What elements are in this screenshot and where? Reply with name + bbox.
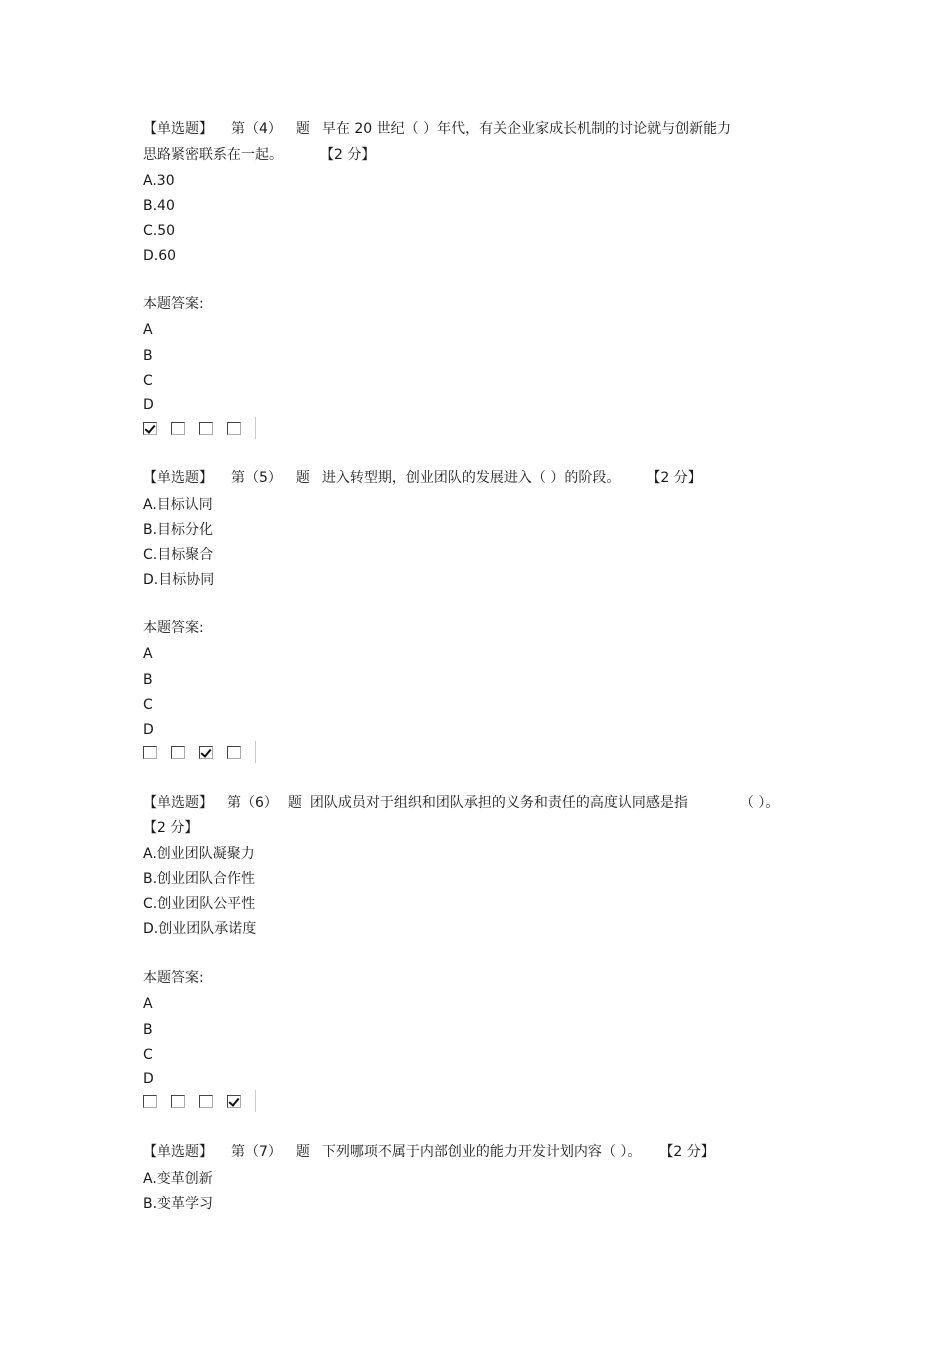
option-b: B.目标分化 — [143, 522, 214, 538]
checkbox-d[interactable] — [227, 746, 241, 759]
option-b: B.变革学习 — [143, 1196, 214, 1212]
checkbox-b[interactable] — [171, 1095, 185, 1108]
question-number: 第（6） — [227, 795, 278, 811]
answer-label: 本题答案: — [143, 970, 204, 986]
option-a: A.30 — [143, 173, 175, 189]
answer-letter-b: B — [143, 348, 153, 364]
option-b: B.40 — [143, 198, 175, 214]
question-header — [143, 120, 731, 138]
answer-letter-d: D — [143, 397, 154, 413]
answer-letter-a: A — [143, 646, 153, 662]
question-ti: 题 — [295, 121, 310, 137]
question-text: 团队成员对于组织和团队承担的义务和责任的高度认同感是指 — [309, 795, 688, 811]
question-number: 第（7） — [231, 1144, 282, 1160]
question-text: 进入转型期，创业团队的发展进入（ ）的阶段。 — [321, 470, 621, 486]
checkbox-b[interactable] — [171, 746, 185, 759]
question-text-line2: 思路紧密联系在一起。 — [143, 147, 283, 163]
question-text-cont — [143, 146, 375, 164]
question-text: 下列哪项不属于内部创业的能力开发计划内容（ ）。 — [321, 1144, 642, 1160]
answer-checkboxes — [143, 417, 256, 439]
answer-label: 本题答案: — [143, 620, 204, 636]
question-number: 第（4） — [231, 121, 282, 137]
question-number: 第（5） — [231, 470, 282, 486]
question-score: 【2 分】 — [327, 147, 376, 163]
option-d: D.创业团队承诺度 — [143, 921, 257, 937]
option-c: C.目标聚合 — [143, 547, 214, 563]
question-score: 【2 分】 — [143, 820, 199, 836]
answer-letter-c: C — [143, 1047, 153, 1063]
answer-letter-d: D — [143, 1071, 154, 1087]
separator — [255, 1090, 256, 1112]
question-ti: 题 — [287, 795, 302, 811]
question-type-tag: 【单选题】 — [143, 1144, 213, 1160]
checkbox-d[interactable] — [227, 1095, 241, 1108]
answer-letter-c: C — [143, 697, 153, 713]
option-d: D.目标协同 — [143, 572, 215, 588]
answer-letter-c: C — [143, 373, 153, 389]
answer-letter-a: A — [143, 996, 153, 1012]
option-a: A.创业团队凝聚力 — [143, 846, 255, 862]
question-score: 【2 分】 — [659, 1144, 715, 1160]
option-b: B.创业团队合作性 — [143, 871, 256, 887]
checkbox-a[interactable] — [143, 1095, 157, 1108]
question-text: 早在 20 世纪（ ）年代，有关企业家成长机制的讨论就与创新能力 — [321, 121, 732, 137]
separator — [255, 417, 256, 439]
checkbox-d[interactable] — [227, 422, 241, 435]
option-c: C.50 — [143, 223, 176, 239]
answer-checkboxes — [143, 1090, 256, 1112]
question-type-tag: 【单选题】 — [143, 795, 213, 811]
checkbox-b[interactable] — [171, 422, 185, 435]
answer-letter-b: B — [143, 672, 153, 688]
answer-letter-a: A — [143, 322, 153, 338]
checkbox-a[interactable] — [143, 422, 157, 435]
question-type-tag: 【单选题】 — [143, 121, 213, 137]
checkbox-c[interactable] — [199, 422, 213, 435]
option-c: C.创业团队公平性 — [143, 896, 256, 912]
question-header — [143, 469, 702, 487]
separator — [255, 741, 256, 763]
checkbox-c[interactable] — [199, 1095, 213, 1108]
answer-letter-d: D — [143, 722, 154, 738]
question-paren: （ ）。 — [739, 795, 780, 811]
option-a: A.变革创新 — [143, 1171, 213, 1187]
checkbox-a[interactable] — [143, 746, 157, 759]
checkbox-c[interactable] — [199, 746, 213, 759]
question-type-tag: 【单选题】 — [143, 470, 213, 486]
option-d: D.60 — [143, 248, 177, 264]
answer-checkboxes — [143, 741, 256, 763]
question-ti: 题 — [295, 1144, 310, 1160]
question-ti: 题 — [295, 470, 310, 486]
question-header — [143, 1143, 715, 1161]
question-score: 【2 分】 — [646, 470, 702, 486]
answer-letter-b: B — [143, 1022, 153, 1038]
option-a: A.目标认同 — [143, 497, 213, 513]
question-header — [143, 794, 779, 812]
answer-label: 本题答案: — [143, 296, 204, 312]
